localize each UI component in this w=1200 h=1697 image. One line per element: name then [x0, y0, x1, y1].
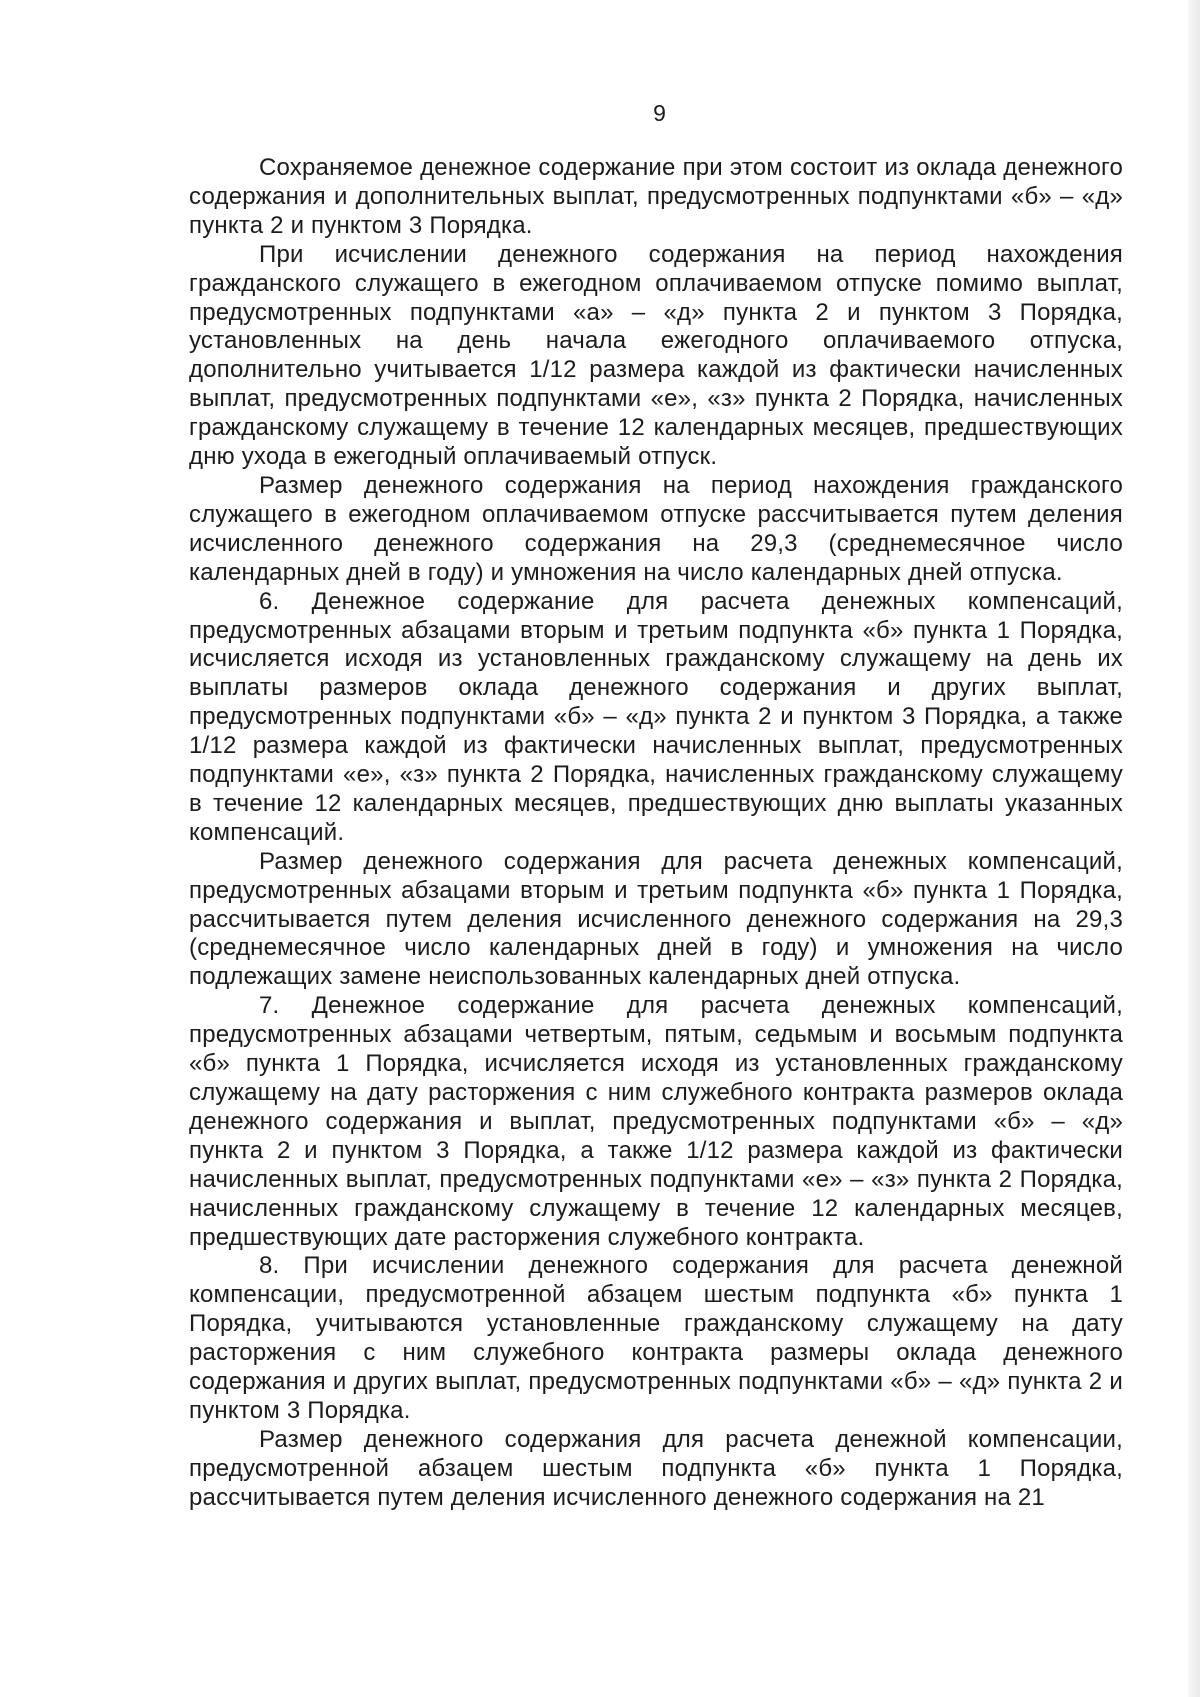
paragraph-item-6: 6. Денежное содержание для расчета денежных компенсаций, предусмотренных абзацами вторым и третьим подпункта «б» пункта 1 Порядка, исчисляется исходя из установленных гражданскому служащему на день их выплаты размеров оклада денежного содержания и других выплат, предусмотренных подпунктами «б» – «д» пункта 2 и пунктом 3 Порядка, а также 1/12 размера каждой из фактически начисленных выплат, предусмотренных подпунктами «е», «з» пункта 2 Порядка, начисленных гражданскому служащему в течение 12 календарных месяцев, предшествующих дню выплаты указанных компенсаций. [189, 587, 1123, 846]
paragraph-item-8-size: Размер денежного содержания для расчета денежной компенсации, предусмотренной абзацем шестым подпункта «б» пункта 1 Порядка, рассчитывается путем деления исчисленного денежного содержания на 21 [189, 1425, 1123, 1511]
paragraph-vacation-pay-calculation: При исчислении денежного содержания на период нахождения гражданского служащего в ежегодном оплачиваемом отпуске помимо выплат, предусмотренных подпунктами «а» – «д» пункта 2 и пунктом 3 Порядка, установленных на день начала ежегодного оплачиваемого отпуска, дополнительно учитывается 1/12 размера каждой из фактически начисленных выплат, предусмотренных подпунктами «е», «з» пункта 2 Порядка, начисленных гражданскому служащему в течение 12 календарных месяцев, предшествующих дню ухода в ежегодный оплачиваемый отпуск. [189, 240, 1123, 471]
page-number: 9 [653, 100, 666, 126]
page-edge-shadow [1188, 0, 1200, 1697]
document-body [189, 154, 1123, 1513]
paragraph-item-8: 8. При исчислении денежного содержания для расчета денежной компенсации, предусмотренной абзацем шестым подпункта «б» пункта 1 Порядка, учитываются установленные гражданскому служащему на дату расторжения с ним служебного контракта размеры оклада денежного содержания и других выплат, предусмотренных подпунктами «б» – «д» пункта 2 и пунктом 3 Порядка. [189, 1252, 1123, 1424]
paragraph-item-6-size: Размер денежного содержания для расчета денежных компенсаций, предусмотренных абзацами вторым и третьим подпункта «б» пункта 1 Порядка, рассчитывается путем деления исчисленного денежного содержания на 29,3 (среднемесячное число календарных дней в году) и умножения на число подлежащих замене неиспользованных календарных дней отпуска. [189, 847, 1123, 991]
paragraph-item-7: 7. Денежное содержание для расчета денежных компенсаций, предусмотренных абзацами четвертым, пятым, седьмым и восьмым подпункта «б» пункта 1 Порядка, исчисляется исходя из установленных гражданскому служащему на дату расторжения с ним служебного контракта размеров оклада денежного содержания и выплат, предусмотренных подпунктами «б» – «д» пункта 2 и пунктом 3 Порядка, а также 1/12 размера каждой из фактически начисленных выплат, предусмотренных подпунктами «е» – «з» пункта 2 Порядка, начисленных гражданскому служащему в течение 12 календарных месяцев, предшествующих дате расторжения служебного контракта. [189, 992, 1123, 1251]
paragraph-vacation-pay-size: Размер денежного содержания на период нахождения гражданского служащего в ежегодном оплачиваемом отпуске рассчитывается путем деления исчисленного денежного содержания на 29,3 (среднемесячное число календарных дней в году) и умножения на число календарных дней отпуска. [189, 471, 1123, 586]
paragraph-retained-pay: Сохраняемое денежное содержание при этом состоит из оклада денежного содержания и дополнительных выплат, предусмотренных подпунктами «б» – «д» пункта 2 и пунктом 3 Порядка. [189, 154, 1123, 239]
